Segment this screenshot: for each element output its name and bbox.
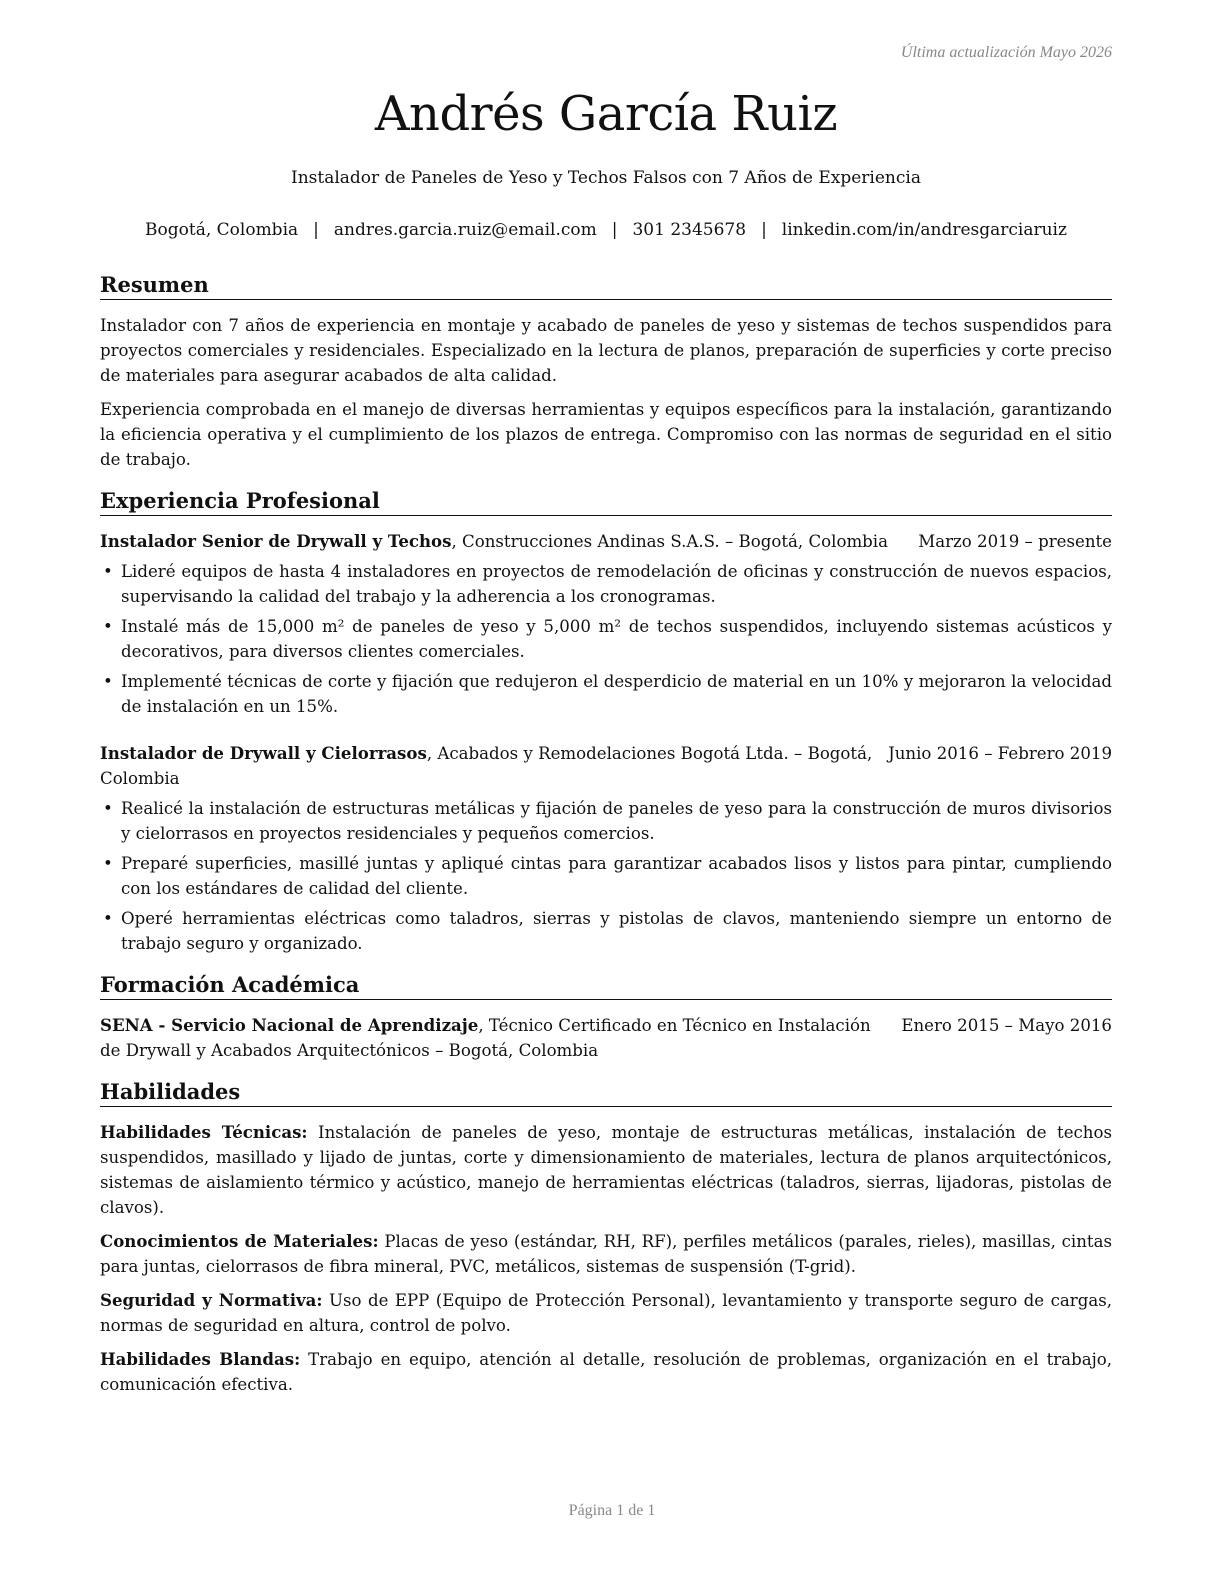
- skill-label: Conocimientos de Materiales:: [100, 1231, 379, 1251]
- skill-label: Habilidades Técnicas:: [100, 1122, 308, 1142]
- skill-text: Placas de yeso (estándar, RH, RF), perfiles metálicos (parales, rieles), masillas, cintas para juntas, cielorrasos de fibra mineral, PVC, metálicos, sistemas de suspensión (T-grid).: [100, 1232, 1113, 1276]
- section-title: Formación Académica: [100, 972, 1112, 1000]
- contact-location: Bogotá, Colombia: [145, 220, 299, 240]
- last-updated: Última actualización Mayo 2026: [900, 44, 1112, 61]
- summary-paragraph: Instalador con 7 años de experiencia en montaje y acabado de paneles de yeso y sistemas de techos suspendidos para proyectos comerciales y residenciales. Especializado en la lectura de planos, preparación de superficies y corte preciso de materiales para asegurar acabados de alta calidad.: [100, 316, 1112, 385]
- job-role: Instalador de Drywall y Cielorrasos: [100, 743, 427, 763]
- headline: Instalador de Paneles de Yeso y Techos Falsos con 7 Años de Experiencia: [291, 168, 921, 188]
- skill-text: Instalación de paneles de yeso, montaje de estructuras metálicas, instalación de techos suspendidos, masillado y lijado de juntas, corte y dimensionamiento de materiales, lectura de planos arquitectónicos, sistemas de aislamiento térmico y acústico, manejo de herramientas eléctricas (taladros, sierras, lijadoras, pistolas de clavos).: [100, 1123, 1112, 1217]
- skill-item: [100, 1120, 1112, 1220]
- education-detail: , Técnico Certificado en Técnico en Instalación de Drywall y Acabados Arquitectónicos – Bogotá, Colombia: [100, 1016, 871, 1060]
- job-dates: Marzo 2019 – presente: [918, 532, 1112, 551]
- skill-item: [100, 1229, 1112, 1279]
- contact-separator: |: [761, 220, 767, 240]
- skill-item: [100, 1347, 1112, 1397]
- education-institution: SENA - Servicio Nacional de Aprendizaje: [100, 1015, 479, 1035]
- skills-section: [100, 1079, 1112, 1397]
- contact-separator: |: [313, 220, 319, 240]
- list-item: • Operé herramientas eléctricas como taladros, sierras y pistolas de clavos, manteniendo siempre un entorno de trabajo seguro y organizado.: [100, 906, 1112, 956]
- skill-item: [100, 1288, 1112, 1338]
- section-title: Habilidades: [100, 1079, 1112, 1107]
- job-header: [100, 529, 1112, 554]
- list-item: • Instalé más de 15,000 m² de paneles de yeso y 5,000 m² de techos suspendidos, incluyendo sistemas acústicos y decorativos, para diversos clientes comerciales.: [100, 614, 1112, 664]
- job-dates: Junio 2016 – Febrero 2019: [888, 744, 1112, 763]
- job-header: [100, 741, 1112, 791]
- summary-section: [100, 272, 1112, 472]
- skill-text: Uso de EPP (Equipo de Protección Personal), levantamiento y transporte seguro de cargas, normas de seguridad en altura, control de polvo.: [100, 1291, 1113, 1335]
- list-item: • Implementé técnicas de corte y fijación que redujeron el desperdicio de material en un 10% y mejoraron la velocidad de instalación en un 15%.: [100, 669, 1112, 719]
- job-entry: [100, 529, 1112, 719]
- skill-label: Seguridad y Normativa:: [100, 1290, 323, 1310]
- contact-phone: 301 2345678: [632, 220, 747, 240]
- section-title: Resumen: [100, 272, 1112, 300]
- skill-text: Trabajo en equipo, atención al detalle, resolución de problemas, organización en el trabajo, comunicación efectiva.: [100, 1350, 1112, 1394]
- contact-line: [100, 220, 1112, 240]
- job-bullets: [100, 559, 1112, 719]
- education-entry: [100, 1013, 1112, 1063]
- job-entry: [100, 741, 1112, 956]
- contact-email[interactable]: andres.garcia.ruiz@email.com: [333, 220, 597, 240]
- skill-label: Habilidades Blandas:: [100, 1349, 301, 1369]
- job-role: Instalador Senior de Drywall y Techos: [100, 531, 452, 551]
- experience-section: [100, 488, 1112, 956]
- job-company: , Construcciones Andinas S.A.S. – Bogotá, Colombia: [451, 532, 889, 551]
- section-title: Experiencia Profesional: [100, 488, 1112, 516]
- job-company: , Acabados y Remodelaciones Bogotá Ltda. – Bogotá, Colombia: [100, 744, 873, 788]
- job-bullets: [100, 796, 1112, 956]
- resume-body: [100, 272, 1112, 1397]
- contact-separator: |: [611, 220, 618, 240]
- education-section: [100, 972, 1112, 1063]
- education-dates: Enero 2015 – Mayo 2016: [901, 1016, 1112, 1035]
- list-item: • Realicé la instalación de estructuras metálicas y fijación de paneles de yeso para la construcción de muros divisorios y cielorrasos en proyectos residenciales y pequeños comercios.: [100, 796, 1112, 846]
- list-item: • Lideré equipos de hasta 4 instaladores en proyectos de remodelación de oficinas y construcción de nuevos espacios, supervisando la calidad del trabajo y la adherencia a los cronogramas.: [100, 559, 1112, 609]
- list-item: • Preparé superficies, masillé juntas y apliqué cintas para garantizar acabados lisos y listos para pintar, cumpliendo con los estándares de calidad del cliente.: [100, 851, 1112, 901]
- candidate-name: Andrés García Ruiz: [374, 86, 838, 142]
- page-number: Página 1 de 1: [568, 1502, 656, 1519]
- summary-paragraph: Experiencia comprobada en el manejo de diversas herramientas y equipos específicos para la instalación, garantizando la eficiencia operativa y el cumplimiento de los plazos de entrega. Compromiso con las normas de seguridad en el sitio de trabajo.: [100, 400, 1112, 469]
- contact-linkedin[interactable]: linkedin.com/in/andresgarciaruiz: [781, 220, 1067, 240]
